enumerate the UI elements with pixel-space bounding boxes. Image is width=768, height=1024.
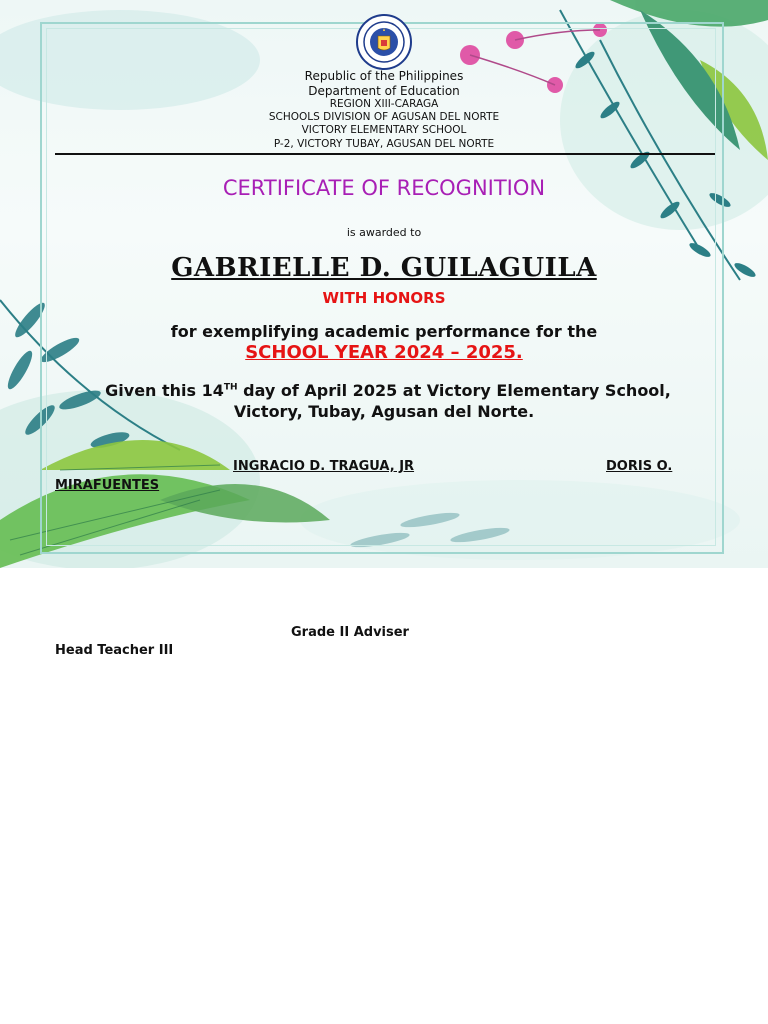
signatory-1-name: INGRACIO D. TRAGUA, JR xyxy=(233,459,415,474)
header-department: Department of Education xyxy=(308,84,460,98)
recipient-name: GABRIELLE D. GUILAGUILA xyxy=(171,253,597,283)
header-republic: Republic of the Philippines xyxy=(304,69,464,83)
school-year: SCHOOL YEAR 2024 – 2025. xyxy=(245,342,523,363)
header-address: P-2, VICTORY TUBAY, AGUSAN DEL NORTE xyxy=(273,138,495,150)
signatory-2-name-part1: DORIS O. xyxy=(606,459,673,474)
header-rule xyxy=(55,153,715,155)
given-line-1 xyxy=(0,381,768,400)
given-ordinal: TH xyxy=(223,382,238,393)
given-post: day of April 2025 at Victory Elementary School, xyxy=(237,381,671,400)
header-school: VICTORY ELEMENTARY SCHOOL xyxy=(301,124,467,136)
deped-seal-icon xyxy=(356,14,412,70)
signatory-1-role: Grade II Adviser xyxy=(291,625,409,640)
signatory-2-role: Head Teacher III xyxy=(55,643,174,658)
signatory-2-name-part2: MIRAFUENTES xyxy=(55,478,160,493)
reason-text: for exemplifying academic performance for the xyxy=(170,322,598,341)
header-region: REGION XIII-CARAGA xyxy=(329,98,439,110)
certificate-title: CERTIFICATE OF RECOGNITION xyxy=(222,176,546,200)
given-line-2: Victory, Tubay, Agusan del Norte. xyxy=(233,402,535,421)
given-pre: Given this 14 xyxy=(105,381,224,400)
header-division: SCHOOLS DIVISION OF AGUSAN DEL NORTE xyxy=(268,111,500,123)
awarded-text: is awarded to xyxy=(346,226,422,239)
honor-label: WITH HONORS xyxy=(322,289,446,307)
